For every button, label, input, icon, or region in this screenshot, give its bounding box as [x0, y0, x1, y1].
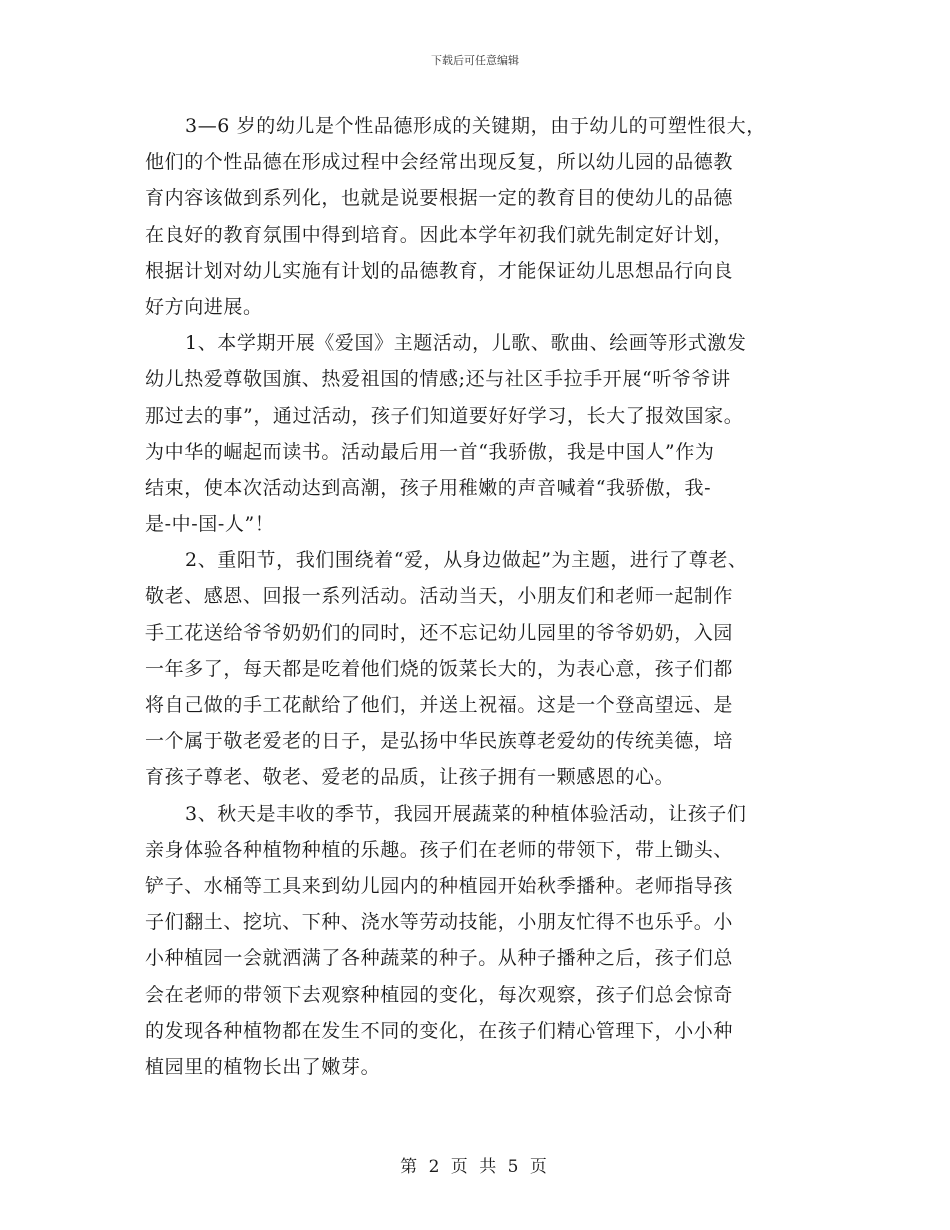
- text-line: 亲身体验各种植物种植的乐趣。孩子们在老师的带领下，带上锄头、: [145, 838, 734, 861]
- text-line: 好方向进展。: [145, 295, 263, 318]
- paragraph-intro: [145, 108, 810, 325]
- text-line: 会在老师的带领下去观察种植园的变化，每次观察，孩子们总会惊奇: [145, 983, 734, 1006]
- text-line: 2、重阳节，我们围绕着“爱，从身边做起”为主题，进行了尊老、: [185, 549, 748, 572]
- text-line: 3、秋天是丰收的季节，我园开展蔬菜的种植体验活动，让孩子们: [185, 802, 747, 825]
- text-line: 一年多了，每天都是吃着他们烧的饭菜长大的，为表心意，孩子们都: [145, 657, 734, 680]
- paragraph-planting: [145, 796, 810, 1086]
- text-line: 为中华的崛起而读书。活动最后用一首“我骄傲，我是中国人”作为: [145, 440, 715, 463]
- text-line: 一个属于敬老爱老的日子，是弘扬中华民族尊老爱幼的传统美德，培: [145, 730, 734, 753]
- page-footer: 第 2 页 共 5 页: [400, 1157, 550, 1177]
- text-line: 将自己做的手工花献给了他们，并送上祝福。这是一个登高望远、是: [145, 694, 734, 716]
- paragraph-double-ninth: [145, 542, 810, 795]
- text-line: 小种植园一会就洒满了各种蔬菜的种子。从种子播种之后，孩子们总: [145, 947, 734, 970]
- text-line: 根据计划对幼儿实施有计划的品德教育，才能保证幼儿思想品行向良: [145, 259, 734, 282]
- text-line: 是-中-国-人”！: [145, 513, 275, 536]
- text-line: 的发现各种植物都在发生不同的变化，在孩子们精心管理下，小小种: [145, 1019, 734, 1042]
- text-line: 在良好的教育氛围中得到培育。因此本学年初我们就先制定好计划，: [145, 223, 734, 246]
- text-line: 幼儿热爱尊敬国旗、热爱祖国的情感;还与社区手拉手开展“听爷爷讲: [145, 368, 731, 391]
- text-line: 那过去的事”，通过活动，孩子们知道要好好学习，长大了报效国家。: [145, 404, 744, 427]
- document-body: [145, 108, 810, 1085]
- text-line: 子们翻土、挖坑、下种、浇水等劳动技能，小朋友忙得不也乐乎。小: [145, 911, 734, 934]
- text-line: 手工花送给爷爷奶奶们的同时，还不忘记幼儿园里的爷爷奶奶，入园: [145, 621, 734, 644]
- text-line: 他们的个性品德在形成过程中会经常出现反复，所以幼儿园的品德教: [145, 151, 734, 174]
- page-header: 下载后可任意编辑: [431, 54, 519, 67]
- text-line: 植园里的植物长出了嫩芽。: [145, 1055, 381, 1078]
- text-line: 育孩子尊老、敬老、爱老的品质，让孩子拥有一颗感恩的心。: [145, 766, 675, 789]
- text-line: 敬老、感恩、回报一系列活动。活动当天，小朋友们和老师一起制作: [145, 585, 734, 608]
- text-line: 1、本学期开展《爱国》主题活动，儿歌、歌曲、绘画等形式激发: [185, 332, 747, 355]
- paragraph-patriotism: [145, 325, 810, 542]
- text-line: 结束，使本次活动达到高潮，孩子用稚嫩的声音喊着“我骄傲，我-: [145, 476, 712, 499]
- text-line: 育内容该做到系列化，也就是说要根据一定的教育目的使幼儿的品德: [145, 187, 734, 210]
- text-line: 铲子、水桶等工具来到幼儿园内的种植园开始秋季播种。老师指导孩: [145, 874, 734, 897]
- text-line: 3—6 岁的幼儿是个性品德形成的关键期，由于幼儿的可塑性很大，: [185, 115, 766, 137]
